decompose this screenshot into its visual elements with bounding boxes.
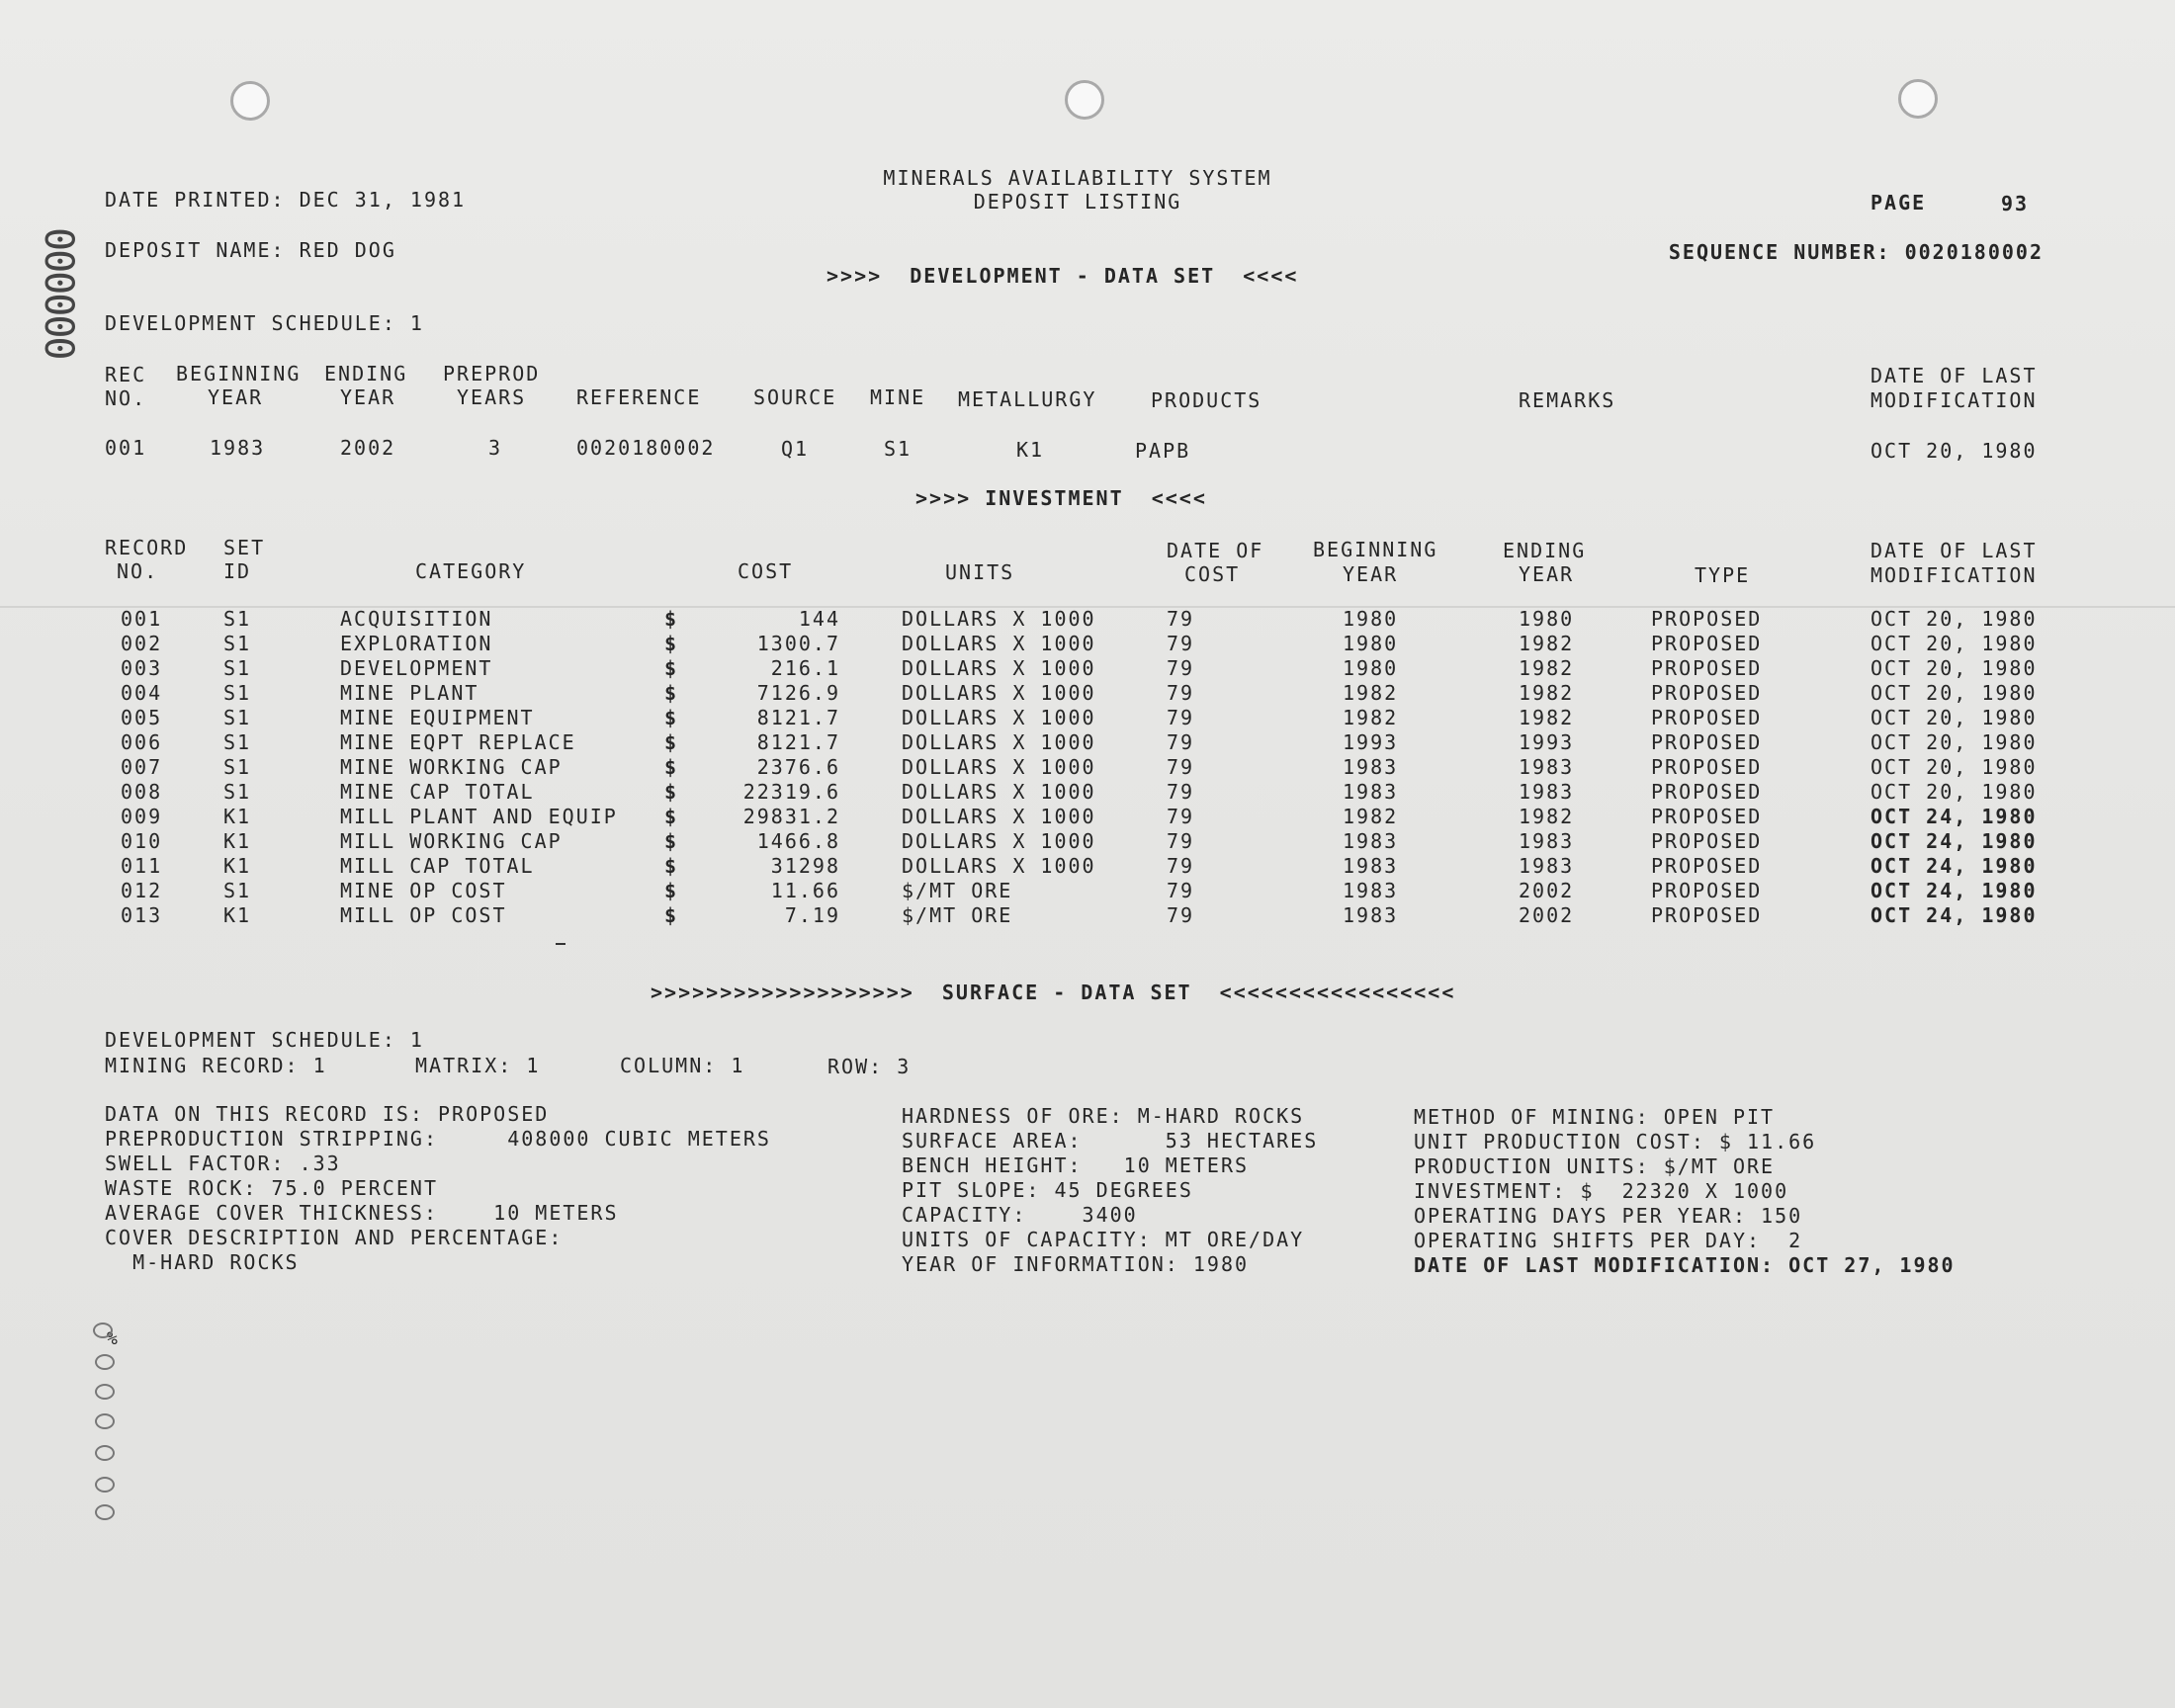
- column: COLUMN: 1: [620, 1054, 745, 1077]
- record-no: 008: [121, 780, 163, 804]
- average-cover-thickness: AVERAGE COVER THICKNESS: 10 METERS: [105, 1201, 619, 1225]
- mine: S1: [884, 437, 913, 461]
- cost: 216.1: [770, 656, 840, 680]
- ending-year: 1983: [1519, 780, 1575, 804]
- header-preprod-years: YEARS: [457, 385, 527, 409]
- beginning-year: 1983: [1343, 854, 1399, 878]
- type: PROPOSED: [1651, 755, 1763, 779]
- type: PROPOSED: [1651, 805, 1763, 828]
- table-row: [0, 805, 2175, 829]
- ending-year: 1983: [1519, 829, 1575, 853]
- beginning-year: 1980: [1343, 607, 1399, 631]
- date-of-last-modification: OCT 24, 1980: [1870, 879, 2038, 902]
- set-id: S1: [223, 656, 252, 680]
- header-rec: REC: [105, 363, 147, 386]
- date-of-cost: 79: [1167, 730, 1195, 754]
- units: DOLLARS X 1000: [902, 681, 1096, 705]
- beginning-year: 1993: [1343, 730, 1399, 754]
- table-row: [0, 854, 2175, 879]
- category: MILL CAP TOTAL: [340, 854, 535, 878]
- currency-symbol: $: [664, 854, 679, 878]
- ending-year: 2002: [1519, 903, 1575, 927]
- ending-year: 1983: [1519, 854, 1575, 878]
- beginning-year: 1983: [1343, 903, 1399, 927]
- date-of-last-modification: OCT 24, 1980: [1870, 903, 2038, 927]
- ending-year: 1982: [1519, 706, 1575, 729]
- margin-stamp: 000000: [36, 227, 81, 359]
- row: ROW: 3: [827, 1055, 912, 1078]
- units: DOLLARS X 1000: [902, 632, 1096, 655]
- last-modification: DATE OF LAST MODIFICATION: OCT 27, 1980: [1414, 1253, 1956, 1277]
- page-number: 93: [2001, 192, 2030, 215]
- cost: 31298: [770, 854, 840, 878]
- listing-title: DEPOSIT LISTING: [973, 190, 1182, 214]
- percent-mark: %: [107, 1328, 120, 1349]
- units: $/MT ORE: [902, 879, 1013, 902]
- header-date-of-last: DATE OF LAST: [1870, 539, 2038, 562]
- binder-hole-center: [1065, 80, 1104, 120]
- date-of-cost: 79: [1167, 829, 1195, 853]
- header-date-of: DATE OF: [1167, 539, 1264, 562]
- currency-symbol: $: [664, 829, 679, 853]
- set-id: S1: [223, 730, 252, 754]
- category: MINE CAP TOTAL: [340, 780, 535, 804]
- cost: 2376.6: [756, 755, 840, 779]
- source: Q1: [781, 437, 810, 461]
- cost: 11.66: [770, 879, 840, 902]
- header-ending-year: YEAR: [1519, 562, 1575, 586]
- beginning-year: 1980: [1343, 656, 1399, 680]
- capacity: CAPACITY: 3400: [902, 1203, 1138, 1227]
- ending-year: 1982: [1519, 632, 1575, 655]
- header-beginning-year: YEAR: [208, 385, 264, 409]
- currency-symbol: $: [664, 755, 679, 779]
- waste-rock: WASTE ROCK: 75.0 PERCENT: [105, 1176, 438, 1200]
- date-of-cost: 79: [1167, 879, 1195, 902]
- date-of-cost: 79: [1167, 681, 1195, 705]
- header-date-of-last: DATE OF LAST: [1870, 364, 2038, 387]
- header-source: SOURCE: [753, 385, 837, 409]
- units: $/MT ORE: [902, 903, 1013, 927]
- cost: 8121.7: [756, 706, 840, 729]
- margin-ring: [95, 1445, 115, 1461]
- cost: 144: [798, 607, 840, 631]
- type: PROPOSED: [1651, 607, 1763, 631]
- category: MINE WORKING CAP: [340, 755, 563, 779]
- category: DEVELOPMENT: [340, 656, 493, 680]
- surface-area: SURFACE AREA: 53 HECTARES: [902, 1129, 1319, 1153]
- margin-ring: [95, 1477, 115, 1493]
- surface-section-title: >>>>>>>>>>>>>>>>>>> SURFACE - DATA SET <<<<<<<<<<<<<<<<<: [651, 981, 1456, 1004]
- header-mine: MINE: [870, 385, 926, 409]
- set-id: K1: [223, 829, 252, 853]
- date-of-cost: 79: [1167, 755, 1195, 779]
- category: ACQUISITION: [340, 607, 493, 631]
- date-of-last-modification: OCT 24, 1980: [1870, 829, 2038, 853]
- beginning-year: 1983: [1343, 829, 1399, 853]
- currency-symbol: $: [664, 607, 679, 631]
- cover-description: M-HARD ROCKS: [105, 1250, 300, 1274]
- type: PROPOSED: [1651, 829, 1763, 853]
- currency-symbol: $: [664, 681, 679, 705]
- type: PROPOSED: [1651, 706, 1763, 729]
- type: PROPOSED: [1651, 879, 1763, 902]
- category: EXPLORATION: [340, 632, 493, 655]
- type: PROPOSED: [1651, 903, 1763, 927]
- header-beginning: BEGINNING: [176, 362, 302, 385]
- date-printed: DATE PRINTED: DEC 31, 1981: [105, 188, 467, 212]
- record-status: DATA ON THIS RECORD IS: PROPOSED: [105, 1102, 550, 1126]
- date-of-last-modification: OCT 20, 1980: [1870, 656, 2038, 680]
- units: DOLLARS X 1000: [902, 829, 1096, 853]
- reference: 0020180002: [576, 436, 716, 460]
- table-row: [0, 780, 2175, 805]
- set-id: S1: [223, 706, 252, 729]
- deposit-name: DEPOSIT NAME: RED DOG: [105, 238, 396, 262]
- record-no: 010: [121, 829, 163, 853]
- date-of-last-modification: OCT 20, 1980: [1870, 755, 2038, 779]
- set-id: S1: [223, 755, 252, 779]
- preproduction-stripping: PREPRODUCTION STRIPPING: 408000 CUBIC METERS: [105, 1127, 771, 1151]
- cost: 1300.7: [756, 632, 840, 655]
- cover-description-label: COVER DESCRIPTION AND PERCENTAGE:: [105, 1226, 564, 1249]
- currency-symbol: $: [664, 805, 679, 828]
- mining-record: MINING RECORD: 1: [105, 1054, 327, 1077]
- header-rec-no: NO.: [105, 386, 147, 410]
- table-row: [0, 730, 2175, 755]
- date-of-cost: 79: [1167, 607, 1195, 631]
- beginning-year: 1983: [1343, 879, 1399, 902]
- record-no: 001: [121, 607, 163, 631]
- beginning-year: 1982: [1343, 805, 1399, 828]
- units: DOLLARS X 1000: [902, 780, 1096, 804]
- header-record: RECORD: [105, 536, 189, 559]
- set-id: S1: [223, 780, 252, 804]
- date-of-last-modification: OCT 20, 1980: [1870, 706, 2038, 729]
- header-remarks: REMARKS: [1519, 388, 1616, 412]
- category: MINE OP COST: [340, 879, 507, 902]
- category: MILL PLANT AND EQUIP: [340, 805, 618, 828]
- bench-height: BENCH HEIGHT: 10 METERS: [902, 1153, 1250, 1177]
- margin-ring: [95, 1354, 115, 1370]
- production-units: PRODUCTION UNITS: $/MT ORE: [1414, 1154, 1776, 1178]
- development-section-title: >>>> DEVELOPMENT - DATA SET <<<<: [826, 264, 1299, 288]
- type: PROPOSED: [1651, 632, 1763, 655]
- binder-hole-left: [230, 81, 270, 121]
- ending-year: 1983: [1519, 755, 1575, 779]
- ending-year: 1982: [1519, 656, 1575, 680]
- unit-production-cost: UNIT PRODUCTION COST: $ 11.66: [1414, 1130, 1817, 1153]
- date-of-last-modification: OCT 20, 1980: [1870, 681, 2038, 705]
- header-products: PRODUCTS: [1151, 388, 1262, 412]
- surface-schedule: DEVELOPMENT SCHEDULE: 1: [105, 1028, 424, 1052]
- beginning-year: 1982: [1343, 706, 1399, 729]
- page-label: PAGE: [1870, 191, 1927, 214]
- table-row: [0, 607, 2175, 632]
- margin-ring: [93, 1323, 113, 1338]
- category: MINE PLANT: [340, 681, 479, 705]
- stray-dash-mark: [556, 943, 566, 945]
- date-of-last-modification: OCT 20, 1980: [1870, 780, 2038, 804]
- year-of-information: YEAR OF INFORMATION: 1980: [902, 1252, 1250, 1276]
- units: DOLLARS X 1000: [902, 656, 1096, 680]
- hardness-of-ore: HARDNESS OF ORE: M-HARD ROCKS: [902, 1104, 1305, 1128]
- type: PROPOSED: [1651, 656, 1763, 680]
- ending-year: 1982: [1519, 805, 1575, 828]
- record-no: 002: [121, 632, 163, 655]
- units: DOLLARS X 1000: [902, 755, 1096, 779]
- operating-shifts: OPERATING SHIFTS PER DAY: 2: [1414, 1229, 1803, 1252]
- cost: 7.19: [784, 903, 840, 927]
- units-of-capacity: UNITS OF CAPACITY: MT ORE/DAY: [902, 1228, 1305, 1251]
- currency-symbol: $: [664, 730, 679, 754]
- ending-year: 1993: [1519, 730, 1575, 754]
- header-category: CATEGORY: [415, 559, 527, 583]
- category: MINE EQPT REPLACE: [340, 730, 576, 754]
- metallurgy: K1: [1016, 438, 1045, 462]
- rec-no: 001: [105, 436, 147, 460]
- development-schedule: DEVELOPMENT SCHEDULE: 1: [105, 311, 424, 335]
- matrix: MATRIX: 1: [415, 1054, 541, 1077]
- header-set: SET: [223, 536, 266, 559]
- record-no: 013: [121, 903, 163, 927]
- table-row: [0, 755, 2175, 780]
- investment-section-title: >>>> INVESTMENT <<<<: [915, 486, 1207, 510]
- beginning-year: 1983: [1343, 755, 1399, 779]
- beginning-year: 1983: [1343, 780, 1399, 804]
- set-id: S1: [223, 607, 252, 631]
- type: PROPOSED: [1651, 681, 1763, 705]
- set-id: K1: [223, 854, 252, 878]
- header-preprod: PREPROD: [443, 362, 541, 385]
- type: PROPOSED: [1651, 730, 1763, 754]
- date-of-last-modification: OCT 20, 1980: [1870, 439, 2038, 463]
- category: MINE EQUIPMENT: [340, 706, 535, 729]
- binder-hole-right: [1898, 79, 1938, 119]
- units: DOLLARS X 1000: [902, 706, 1096, 729]
- date-of-cost: 79: [1167, 706, 1195, 729]
- set-id: S1: [223, 879, 252, 902]
- header-type: TYPE: [1695, 563, 1751, 587]
- type: PROPOSED: [1651, 854, 1763, 878]
- date-of-cost: 79: [1167, 632, 1195, 655]
- investment-total: INVESTMENT: $ 22320 X 1000: [1414, 1179, 1789, 1203]
- header-modification: MODIFICATION: [1870, 563, 2038, 587]
- products: PAPB: [1135, 439, 1191, 463]
- category: MILL OP COST: [340, 903, 507, 927]
- set-id: K1: [223, 805, 252, 828]
- set-id: S1: [223, 632, 252, 655]
- table-row: [0, 879, 2175, 903]
- record-no: 007: [121, 755, 163, 779]
- header-record-no: NO.: [117, 559, 159, 583]
- header-beginning-year: YEAR: [1343, 562, 1399, 586]
- units: DOLLARS X 1000: [902, 805, 1096, 828]
- preprod-years: 3: [488, 436, 503, 460]
- date-of-last-modification: OCT 20, 1980: [1870, 607, 2038, 631]
- swell-factor: SWELL FACTOR: .33: [105, 1152, 341, 1175]
- date-of-cost: 79: [1167, 854, 1195, 878]
- cost: 1466.8: [756, 829, 840, 853]
- table-row: [0, 706, 2175, 730]
- currency-symbol: $: [664, 903, 679, 927]
- category: MILL WORKING CAP: [340, 829, 563, 853]
- margin-ring: [95, 1384, 115, 1400]
- ending-year: 1982: [1519, 681, 1575, 705]
- record-no: 009: [121, 805, 163, 828]
- header-modification: MODIFICATION: [1870, 388, 2038, 412]
- type: PROPOSED: [1651, 780, 1763, 804]
- method-of-mining: METHOD OF MINING: OPEN PIT: [1414, 1105, 1776, 1129]
- set-id: S1: [223, 681, 252, 705]
- date-of-cost: 79: [1167, 656, 1195, 680]
- header-reference: REFERENCE: [576, 385, 702, 409]
- header-metallurgy: METALLURGY: [958, 387, 1097, 411]
- header-units: UNITS: [945, 560, 1015, 584]
- header-cost: COST: [738, 559, 794, 583]
- currency-symbol: $: [664, 780, 679, 804]
- header-set-id: ID: [223, 559, 252, 583]
- record-no: 012: [121, 879, 163, 902]
- table-row: [0, 903, 2175, 928]
- units: DOLLARS X 1000: [902, 854, 1096, 878]
- table-row: [0, 632, 2175, 656]
- header-beginning: BEGINNING: [1313, 538, 1438, 561]
- currency-symbol: $: [664, 632, 679, 655]
- date-of-cost: 79: [1167, 805, 1195, 828]
- ending-year: 2002: [1519, 879, 1575, 902]
- record-no: 004: [121, 681, 163, 705]
- date-of-last-modification: OCT 20, 1980: [1870, 632, 2038, 655]
- cost: 29831.2: [742, 805, 840, 828]
- cost: 8121.7: [756, 730, 840, 754]
- sequence-number: SEQUENCE NUMBER: 0020180002: [1668, 240, 2044, 264]
- currency-symbol: $: [664, 879, 679, 902]
- currency-symbol: $: [664, 706, 679, 729]
- table-row: [0, 656, 2175, 681]
- currency-symbol: $: [664, 656, 679, 680]
- date-of-cost: 79: [1167, 780, 1195, 804]
- beginning-year: 1983: [210, 436, 266, 460]
- record-no: 005: [121, 706, 163, 729]
- date-of-last-modification: OCT 20, 1980: [1870, 730, 2038, 754]
- margin-ring: [95, 1504, 115, 1520]
- ending-year: 1980: [1519, 607, 1575, 631]
- units: DOLLARS X 1000: [902, 607, 1096, 631]
- beginning-year: 1982: [1343, 681, 1399, 705]
- header-ending-year: YEAR: [340, 385, 396, 409]
- header-ending: ENDING: [1503, 539, 1587, 562]
- ending-year: 2002: [340, 436, 396, 460]
- table-row: [0, 829, 2175, 854]
- header-ending: ENDING: [324, 362, 408, 385]
- pit-slope: PIT SLOPE: 45 DEGREES: [902, 1178, 1193, 1202]
- units: DOLLARS X 1000: [902, 730, 1096, 754]
- table-row: [0, 681, 2175, 706]
- beginning-year: 1980: [1343, 632, 1399, 655]
- header-date-cost: COST: [1184, 562, 1241, 586]
- cost: 7126.9: [756, 681, 840, 705]
- date-of-last-modification: OCT 24, 1980: [1870, 854, 2038, 878]
- cost: 22319.6: [742, 780, 840, 804]
- set-id: K1: [223, 903, 252, 927]
- date-of-last-modification: OCT 24, 1980: [1870, 805, 2038, 828]
- margin-ring: [95, 1413, 115, 1429]
- date-of-cost: 79: [1167, 903, 1195, 927]
- record-no: 011: [121, 854, 163, 878]
- record-no: 006: [121, 730, 163, 754]
- operating-days: OPERATING DAYS PER YEAR: 150: [1414, 1204, 1803, 1228]
- system-title: MINERALS AVAILABILITY SYSTEM: [883, 166, 1272, 190]
- record-no: 003: [121, 656, 163, 680]
